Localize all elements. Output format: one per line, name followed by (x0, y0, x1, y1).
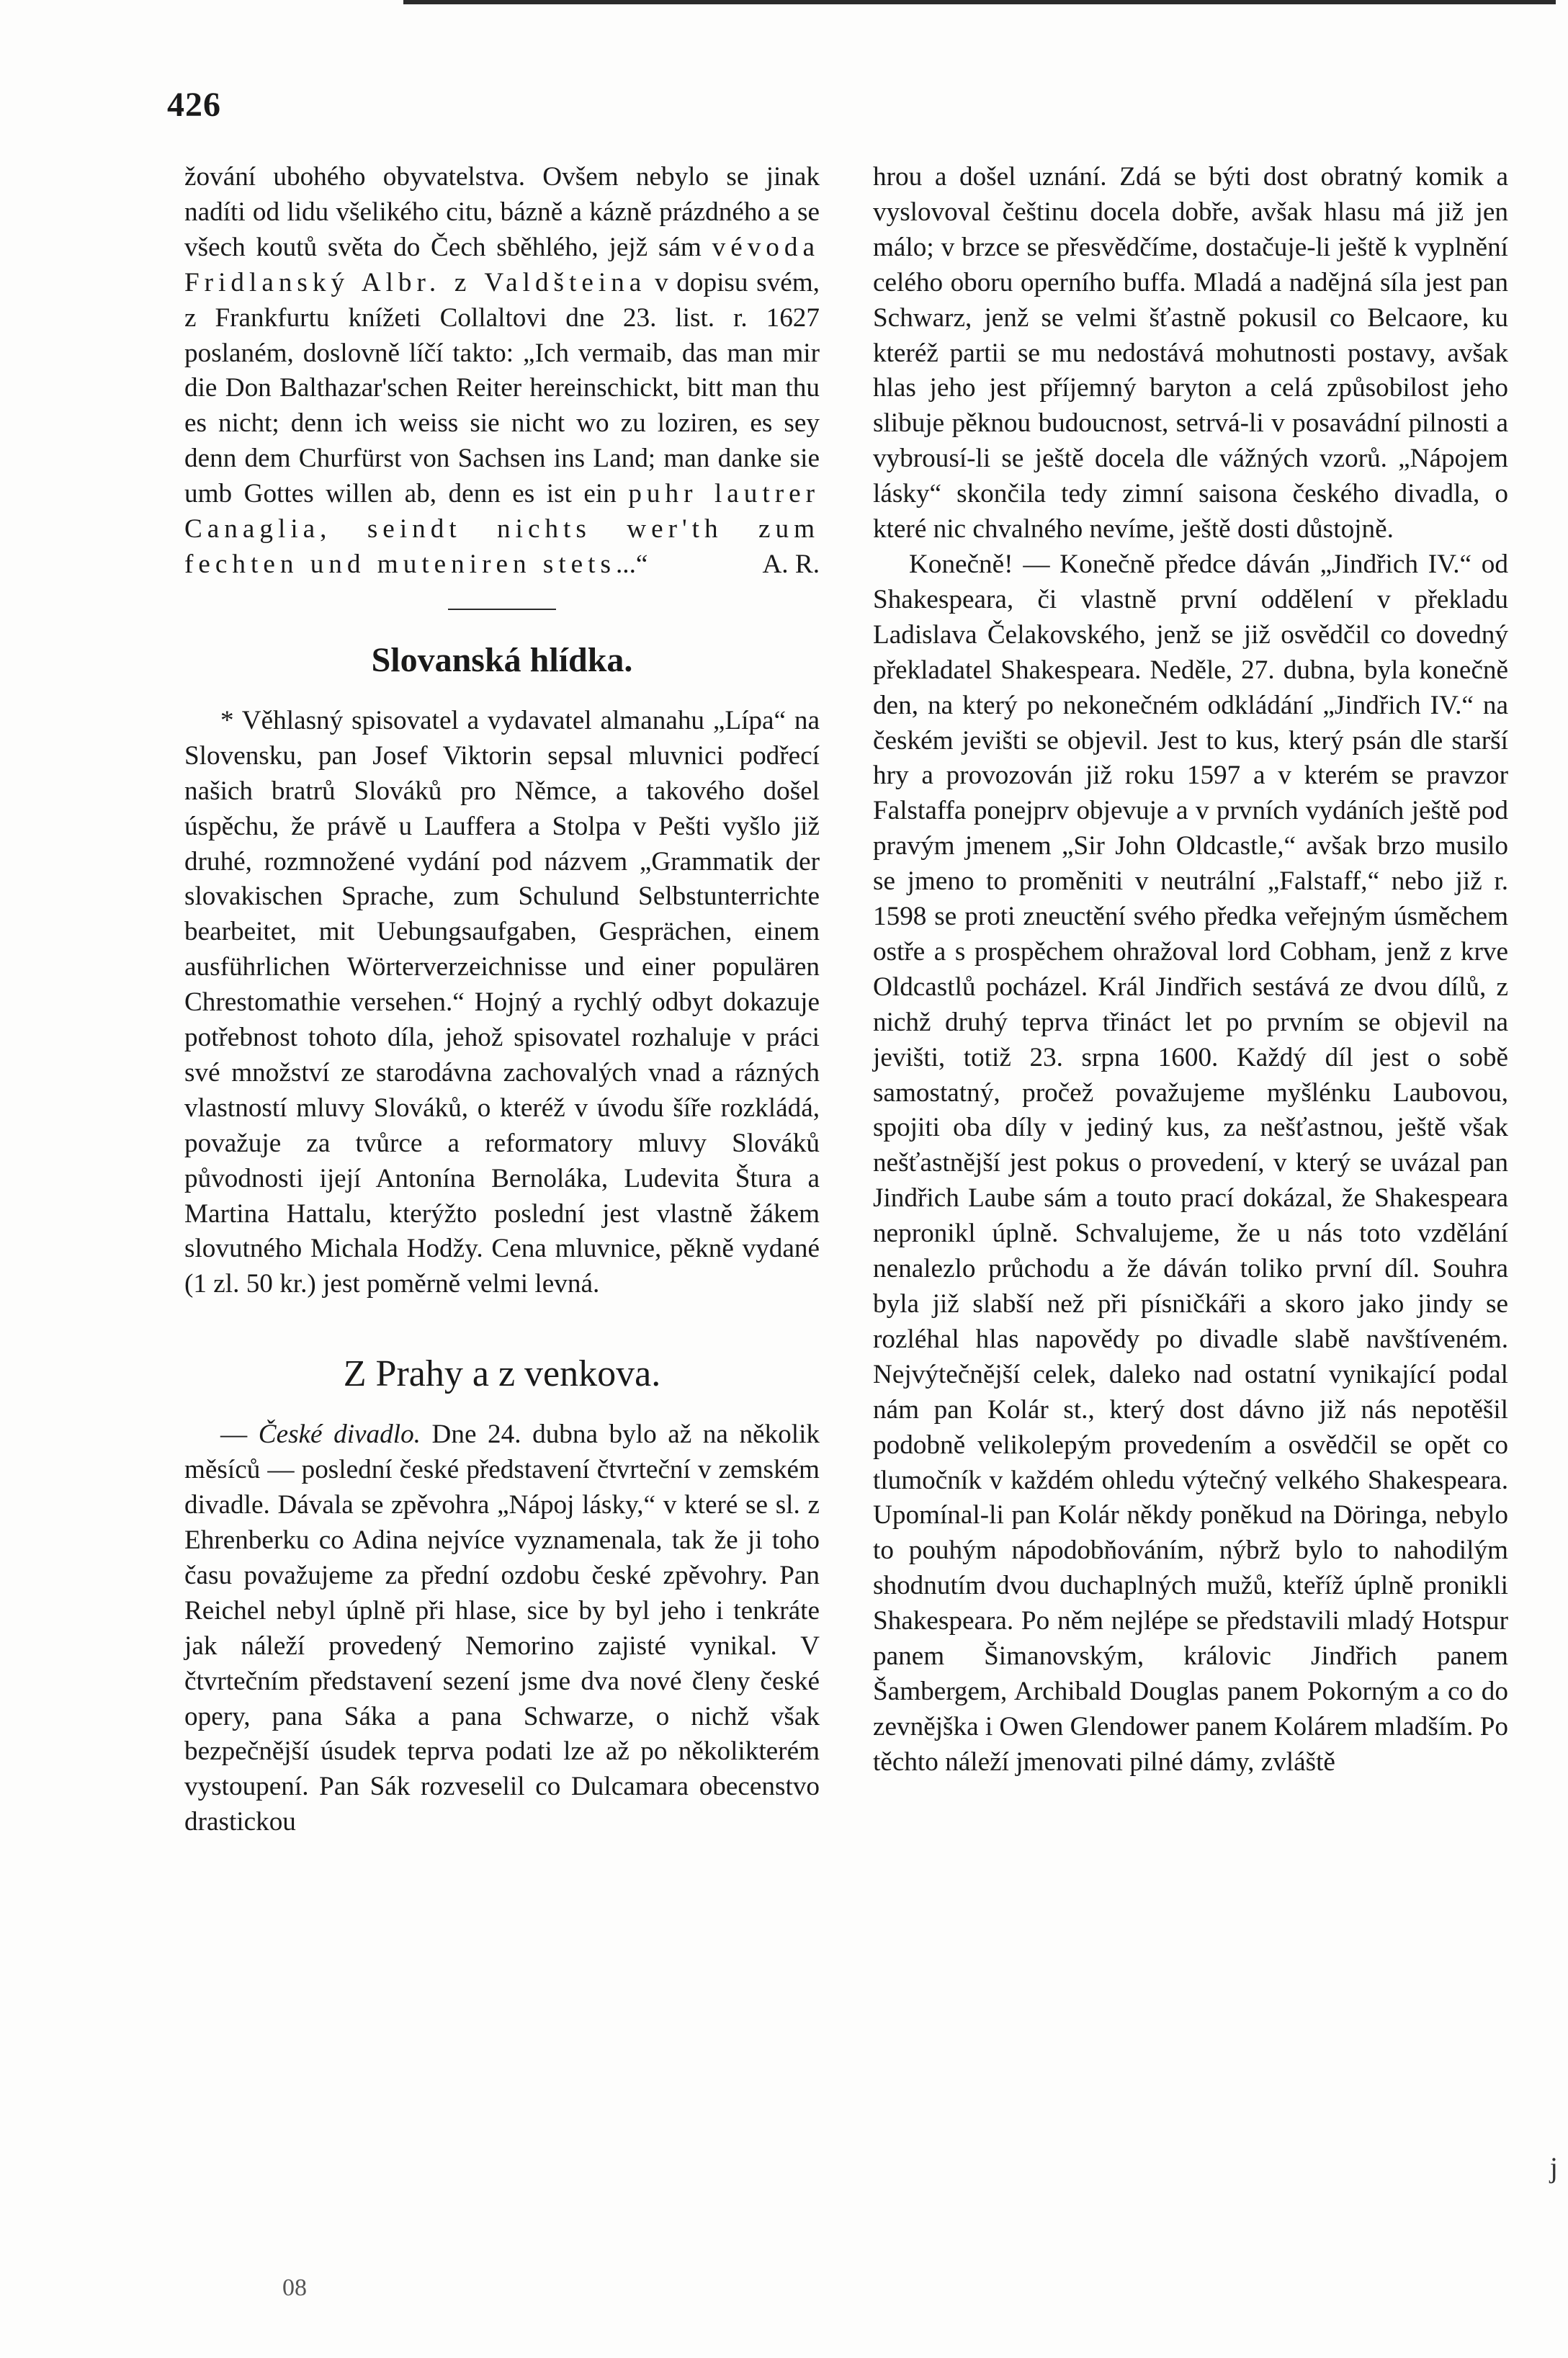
spaced-name: vévoda Fridlanský Albr. z Valdšteina (184, 232, 820, 297)
left-paragraph-3 (184, 1417, 820, 1840)
left-paragraph-3-text: Dne 24. dubna bylo až na několik měsíců — poslední české představení čtvrteční v zemském divadle. Dávala se zpěvohra „Nápoj lásky,“ v které se sl. z Ehrenberku co Adina nejvíce vyznamenala, tak že ji toho času považujeme za přední ozdobu české zpěvohry. Pan Reichel nebyl úplně při hlase, sice by byl jeho i tenkráte jak náleží provedený Nemorino zajisté vynikal. V čtvrtečním představení sezení jsme dva nové členy české opery, pana Sáka a pana Schwarze, o nichž však bezpečnější úsudek teprva podati lze až po několikterém vystoupení. Pan Sák rozveselil co Dulcamara obecenstvo drastickou (184, 1420, 820, 1837)
section-title-z-prahy: Z Prahy a z venkova. (343, 1353, 661, 1395)
dash-lead: — (220, 1420, 259, 1450)
spaced-quote: puhr lautrer Canaglia, seindt nichts wer'th zum fechten und muteniren stets (184, 479, 820, 579)
left-column (184, 160, 820, 1840)
signature: A. R. (762, 549, 820, 579)
edge-mark: j (1549, 2151, 1558, 2184)
page-number: 426 (167, 86, 221, 124)
rubric-ceske-divadlo: České divadlo. (258, 1420, 421, 1450)
right-paragraph-2: Konečně! — Konečně předce dáván „Jindřich IV.“ od Shakespeara, či vlastně první oddělení v překladu Ladislava Čelakovského, jenž se již osvědčil co dovedný překladatel Shakespeara. Neděle, 27. dubna, byla konečně den, na který po nekonečném odkládání „Jindřich IV.“ na českém jevišti se objevil. Jest to kus, který psán dle starší hry a provozován již roku 1597 a v kterém se pravzor Falstaffa ponejprv objevuje a v prvních vydáních ještě pod pravým jmenem „Sir John Oldcastle,“ avšak brzo musilo se jmeno to proměniti v neutrální „Falstaff,“ nebo již r. 1598 se proti zneuctění svého předka veřejným úsměchem ostře a s prospěchem ohražoval lord Cobham, jenž z krve Oldcastlů pocházel. Král Jindřich sestává ze dvou dílů, z nichž druhý teprva třináct let po prvním se objevil na jevišti, totiž 23. srpna 1600. Každý díl jest o sobě samostatný, pročež považujeme myšlénku Laubovou, spojiti oba díly v jediný kus, za nešťastnou, ještě však nešťastnější jest pokus o provedení, v který se uvázal pan Jindřich Laube sám a touto prací dokázal, že Shakespeara nepronikl úplně. Schvalujeme, že u nás toto vzdělání nenalezlo průchodu a že dáván toliko první díl. Souhra byla již slabší než při písničkáři a skoro jako jindy se rozléhal hlas napovědy po divadle slabě navštíveném. Nejvýtečnější celek, daleko nad ostatní vynikající podal nám pan Kolár st., který dost dávno již nás nepotěšil podobně velikolepým provedením a osvědčil se opět co tlumočník v každém ohledu výtečný velkého Shakespeara. Upomínal-li pan Kolár někdy poněkud na Döringa, nebylo to pouhým nápodobňováním, nýbrž bylo to nahodilým shodnutím dvou duchaplných mužů, kteříž úplně pronikli Shakespeara. Po něm nejlépe se představili mladý Hotspur panem Šimanovským, královic Jindřich panem Šambergem, Archibald Douglas panem Pokorným a co do zevnějška i Owen Glendower panem Kolárem mladším. Po těchto náleží jmenovati pilné dámy, zvláště (873, 549, 1508, 1777)
left-paragraph-1-quote: v dopisu svém, z Frankfurtu knížeti Collaltovi dne 23. list. r. 1627 poslaném, doslovně líčí takto: „Ich vermaib, das man mir die Don Balthazar'schen Reiter hereinschickt, bitt man thu es nicht; denn ich weiss sie nicht wo zu loziren, es sey denn dem Churfürst von Sachsen ins Land; man danke sie umb Gottes willen ab, denn es ist ein (184, 267, 820, 509)
top-edge-rule (403, 0, 1556, 4)
section-divider (448, 609, 556, 610)
section-title-slovanska: Slovanská hlídka. (371, 640, 633, 679)
right-paragraph-1: hrou a došel uznání. Zdá se býti dost obratný komik a vyslovoval češtinu docela dobře, avšak hlasu má již jen málo; v brzce se přesvědčíme, dostačuje-li ještě k vyplnění celého oboru operního buffa. Mladá a nadějná síla jest pan Schwarz, jenž se velmi šťastně pokusil co Belcaore, ku kteréž partii se mu nedostává mohutnosti postavy, avšak hlas jeho jest příjemný baryton a celá způsobilost jeho slibuje pěknou budoucnost, setrvá-li v posavádní pilnosti a vybrousí-li se ještě docela dle vážných vzorů. „Nápojem lásky“ skončila tedy zimní saisona českého divadla, o které nic chvalného nevíme, ještě dosti důstojně. (873, 162, 1508, 544)
footer-signature-mark: 08 (282, 2274, 307, 2301)
left-paragraph-1-text: žování ubohého obyvatelstva. Ovšem nebylo se jinak nadíti od lidu všelikého citu, bázně a kázně prázdného a se všech koutů světa do Čech sběhlého, jejž sám (184, 162, 820, 262)
left-paragraph-1 (184, 160, 820, 583)
left-paragraph-2: * Věhlasný spisovatel a vydavatel almanahu „Lípa“ na Slovensku, pan Josef Viktorin sepsal mluvnici podřecí našich bratrů Slováků pro Němce, a takového došel úspěchu, že právě u Lauffera a Stolpa v Pešti vyšlo již druhé, rozmnožené vydání pod názvem „Grammatik der slovakischen Sprache, zum Schulund Selbstunterrichte bearbeitet, mit Uebungsaufgaben, Gesprächen, einem ausführlichen Wörterverzeichnisse und einer populären Chrestomathie versehen.“ Hojný a rychlý odbyt dokazuje potřebnost tohoto díla, jehož spisovatel rozhaluje v práci své množství ze starodávna zachovalých vnad a rázných vlastností mluvy Slováků, o kteréž v úvodu šíře rozkládá, považuje za tvůrce a reformatory mluvy Slováků původnosti ijejí Antonína Bernoláka, Ludevita Štura a Martina Hattalu, kterýžto poslední jest vlastně žákem slovutného Michala Hodžy. Cena mluvnice, pěkně vydané (1 zl. 50 kr.) jest poměrně velmi levná. (184, 705, 820, 1299)
quote-end: ...“ (615, 549, 648, 579)
right-column (873, 160, 1508, 1780)
